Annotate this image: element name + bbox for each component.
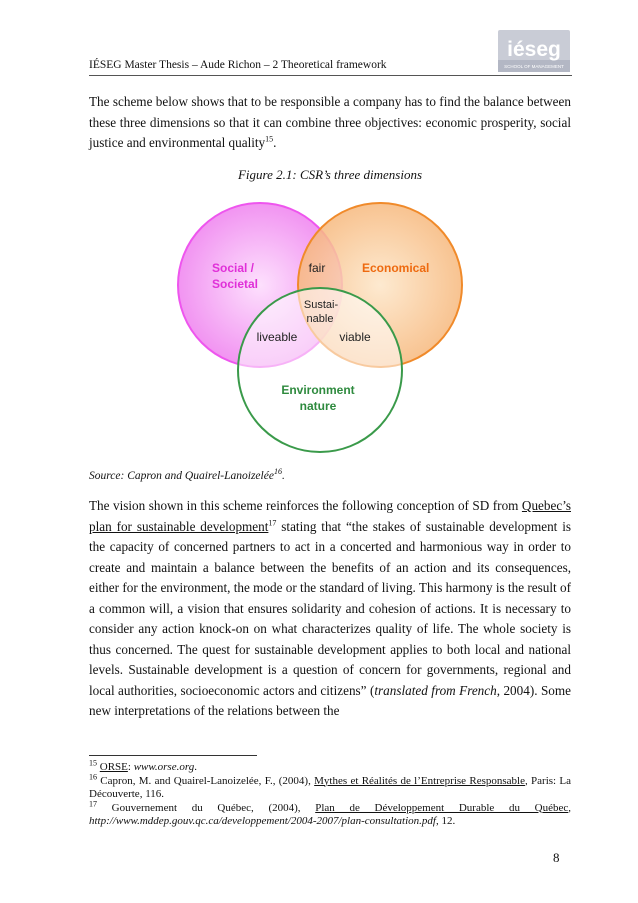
body-text-2: stating that “the stakes of sustainable development is the capacity of concerned partners to act in a concerted and harmonious way in order to create and maintain a balance between the benefits of an action and its consequences, either for the environment, the mode or the standard of living. This harmony is the result of a common will, a vision that ensures solidarity and cohesion of actions. It is necessary to consider any action knock-on on what characterizes quality of life. The whole society is thus concerned. The quest for sustainable development applies to both local and national levels. Sustainable development is a question of concern for governments, regional and local authorities, socioeconomic actors and citizens” (: [89, 518, 571, 698]
ieseg-logo: [498, 30, 570, 72]
fair-label: fair: [308, 261, 326, 275]
intro-text: The scheme below shows that to be responsible a company has to find the balance between these three dimensions so that it can combine three objectives: economic prosperity, social justice and environmental quality: [89, 94, 571, 150]
footnote-number: 17: [89, 798, 97, 808]
footnote-text: :: [127, 761, 134, 773]
running-header: IÉSEG Master Thesis – Aude Richon – 2 Theoretical framework: [89, 59, 387, 71]
viable-label: viable: [339, 330, 371, 344]
liveable-label: liveable: [256, 330, 298, 344]
body-paragraph: [89, 496, 571, 722]
footnotes: [89, 758, 571, 829]
body-italic: translated from French: [374, 682, 497, 698]
footnote-number: 15: [89, 758, 97, 768]
plan-url[interactable]: http://www.mddep.gouv.qc.ca/developpement/2004-2007/plan-consultation.pdf: [89, 815, 436, 827]
footnote-16: [89, 771, 571, 802]
page-number: 8: [553, 850, 560, 865]
body-text-3: , 2004). Some new interpretations of the relations between the: [89, 682, 572, 718]
source-end: .: [281, 470, 285, 482]
header-rule: [89, 75, 572, 76]
csr-venn-diagram: [150, 190, 490, 455]
footnote-text: Gouvernement du Québec, (2004),: [97, 801, 316, 814]
plan-title-link[interactable]: Plan de Développement Durable du Québec: [315, 801, 569, 814]
intro-end: .: [273, 135, 277, 150]
orse-url[interactable]: www.orse.org: [133, 761, 195, 773]
sustainable-label-line2: nable: [306, 313, 334, 325]
book-title-link[interactable]: Mythes et Réalités de l’Entreprise Responsable: [314, 774, 525, 787]
footnote-rule: [89, 755, 257, 756]
footnote-17: [89, 798, 571, 816]
orse-link[interactable]: ORSE: [99, 761, 128, 773]
footnote-17-cont: [89, 815, 571, 829]
social-label-line2: Societal: [212, 277, 259, 291]
environment-label-line1: Environment: [281, 383, 355, 397]
logo-wordmark: iéseg: [507, 38, 561, 61]
economical-label: Economical: [362, 261, 430, 275]
body-text-1: The vision shown in this scheme reinforces the following conception of SD from: [89, 498, 522, 513]
figure-caption: Figure 2.1: CSR’s three dimensions: [237, 167, 423, 182]
footnote-end: , 12.: [435, 815, 456, 827]
environment-label-line2: nature: [299, 399, 337, 413]
logo-subtext: SCHOOL OF MANAGEMENT: [504, 64, 564, 69]
footnote-number: 16: [89, 771, 97, 781]
footnote-text: , Paris: La Découverte, 116.: [89, 774, 571, 800]
quebec-plan-link[interactable]: Quebec’s plan for sustainable development: [89, 498, 571, 534]
footnote-ref-17[interactable]: 17: [268, 518, 277, 528]
sustainable-label-line1: Sustai-: [303, 299, 339, 311]
figure-source: [89, 467, 285, 482]
source-text: Source: Capron and Quairel-Lanoizelée: [89, 470, 274, 482]
logo-graphic: [498, 30, 570, 72]
intro-paragraph: [89, 92, 571, 154]
social-label-line1: Social /: [212, 261, 255, 275]
footnote-text: ,: [568, 801, 571, 814]
venn-svg: [150, 190, 490, 455]
footnote-end: .: [194, 761, 197, 773]
footnote-ref-15[interactable]: 15: [265, 134, 274, 144]
footnote-15: [89, 758, 571, 775]
footnote-text: Capron, M. and Quairel-Lanoizelée, F., (2004),: [97, 774, 315, 787]
footnote-ref-16[interactable]: 16: [273, 467, 282, 477]
